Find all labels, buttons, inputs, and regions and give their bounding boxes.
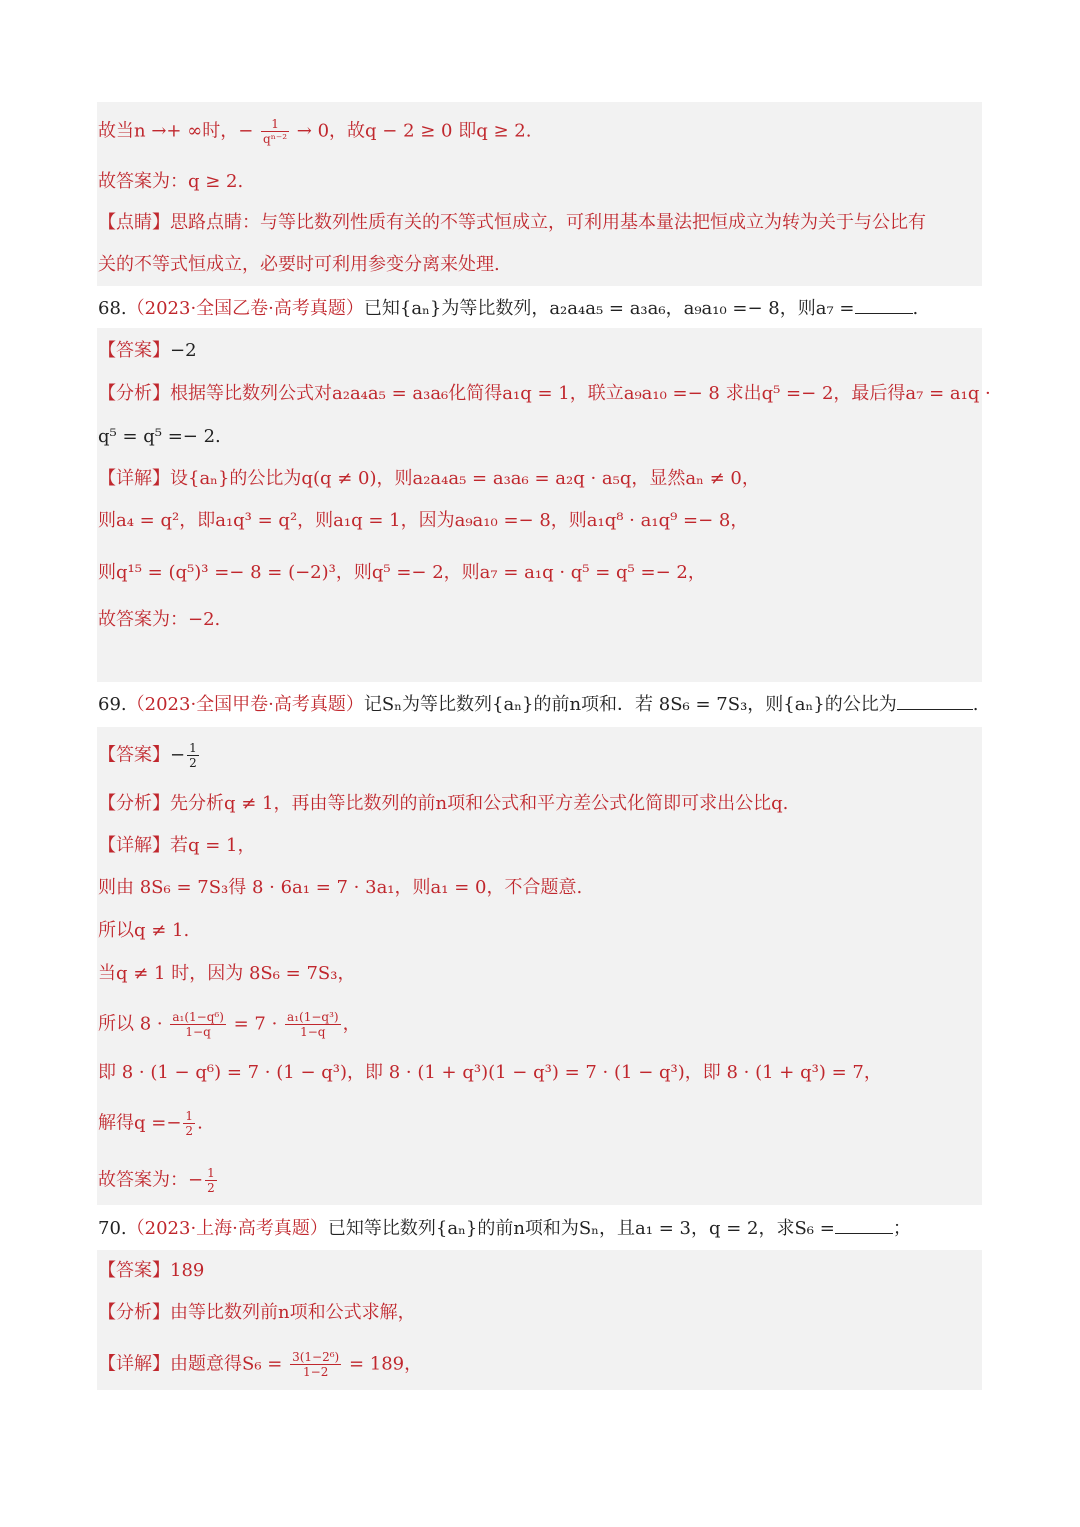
- question-69: 69.（2023·全国甲卷·高考真题）记Sₙ为等比数列{aₙ}的前n项和．若 8S₆ = 7S₃，则{aₙ}的公比为 .: [98, 694, 979, 715]
- fraction: $\frac{\text{a₁(1−q⁶)}}{1-q}$: [172, 1010, 224, 1039]
- analysis-70: 【分析】由等比数列前n项和公式求解，: [98, 1302, 416, 1323]
- answer-69: 【答案】− $\frac{1}{2}$: [98, 741, 197, 770]
- detail-69-line-4: 当q ≠ 1 时，因为 8S₆ = 7S₃，: [98, 963, 356, 984]
- fraction: $\frac{\text{a₁(1−q³)}}{1-q}$: [287, 1010, 339, 1039]
- question-68: 68.（2023·全国乙卷·高考真题）已知{aₙ}为等比数列，a₂a₄a₅ = a₃a₆，a₉a₁₀ =− 8，则a₇ = .: [98, 298, 919, 319]
- detail-69: 【详解】若q = 1，: [98, 835, 256, 856]
- question-70: 70.（2023·上海·高考真题）已知等比数列{aₙ}的前n项和为Sₙ，且a₁ = 3，q = 2，求S₆ = ；: [98, 1218, 911, 1239]
- answer-blank: [897, 693, 973, 710]
- answer-70: 【答案】189: [98, 1260, 205, 1281]
- answer-blank: [835, 1217, 893, 1234]
- fraction: $\frac{\text{3(1−2⁶)}}{1-2}$: [292, 1350, 340, 1379]
- solution-67-final: 故答案为：q ≥ 2.: [98, 171, 244, 192]
- detail-69-line-6: 即 8 · (1 − q⁶) = 7 · (1 − q³)，即 8 · (1 + q³)(1 − q³) = 7 · (1 − q³)，即 8 · (1 + q³) = 7，: [98, 1062, 882, 1083]
- analysis-68-cont: q⁵ = q⁵ =− 2.: [98, 426, 221, 447]
- answer-blank: [855, 297, 913, 314]
- fraction: $\frac{1}{\text{qⁿ⁻²}}$: [263, 117, 288, 146]
- final-69: 故答案为：− $\frac{1}{2}$: [98, 1166, 215, 1195]
- detail-68-line-2: 则a₄ = q²，即a₁q³ = q²，则a₁q = 1，因为a₉a₁₀ =− 8，则a₁q⁸ · a₁q⁹ =− 8，: [98, 510, 749, 531]
- detail-68-line-3: 则q¹⁵ = (q⁵)³ =− 8 = (−2)³，则q⁵ =− 2，则a₇ = a₁q · q⁵ = q⁵ =− 2，: [98, 562, 706, 583]
- solution-67-tip-cont: 关的不等式恒成立，必要时可利用参变分离来处理.: [98, 254, 500, 275]
- analysis-68: 【分析】根据等比数列公式对a₂a₄a₅ = a₃a₆化简得a₁q = 1，联立a₉a₁₀ =− 8 求出q⁵ =− 2，最后得a₇ = a₁q ·: [98, 383, 991, 404]
- detail-69-line-7: 解得q =− $\frac{1}{2}$ .: [98, 1109, 203, 1138]
- solution-67-tip: 【点睛】思路点睛：与等比数列性质有关的不等式恒成立，可利用基本量法把恒成立为转为关于与公比有: [98, 212, 926, 233]
- answer-68: 【答案】−2: [98, 340, 197, 361]
- detail-69-line-2: 则由 8S₆ = 7S₃得 8 · 6a₁ = 7 · 3a₁，则a₁ = 0，不合题意.: [98, 877, 583, 898]
- fraction: $\frac{1}{2}$: [207, 1166, 215, 1195]
- fraction: $\frac{1}{2}$: [189, 741, 197, 770]
- fraction: $\frac{1}{2}$: [185, 1109, 194, 1138]
- detail-70: 【详解】由题意得S₆ = $\frac{\text{3(1−2⁶)}}{1-2}$ = 189，: [98, 1350, 423, 1379]
- solution-67-line-1: 故当n →+ ∞时，− $\frac{1}{\text{qⁿ⁻²}}$ → 0，故q − 2 ≥ 0 即q ≥ 2.: [98, 117, 532, 146]
- analysis-69: 【分析】先分析q ≠ 1，再由等比数列的前n项和公式和平方差公式化简即可求出公比q.: [98, 793, 789, 814]
- detail-68: 【详解】设{aₙ}的公比为q(q ≠ 0)，则a₂a₄a₅ = a₃a₆ = a₂q · a₅q，显然aₙ ≠ 0，: [98, 468, 760, 489]
- final-68: 故答案为：−2.: [98, 609, 221, 630]
- detail-69-line-3: 所以q ≠ 1.: [98, 920, 190, 941]
- detail-69-line-5: 所以 8 · $\frac{\text{a₁(1−q⁶)}}{1-q}$ = 7 · $\frac{\text{a₁(1−q³)}}{1-q}$ ，: [98, 1010, 361, 1039]
